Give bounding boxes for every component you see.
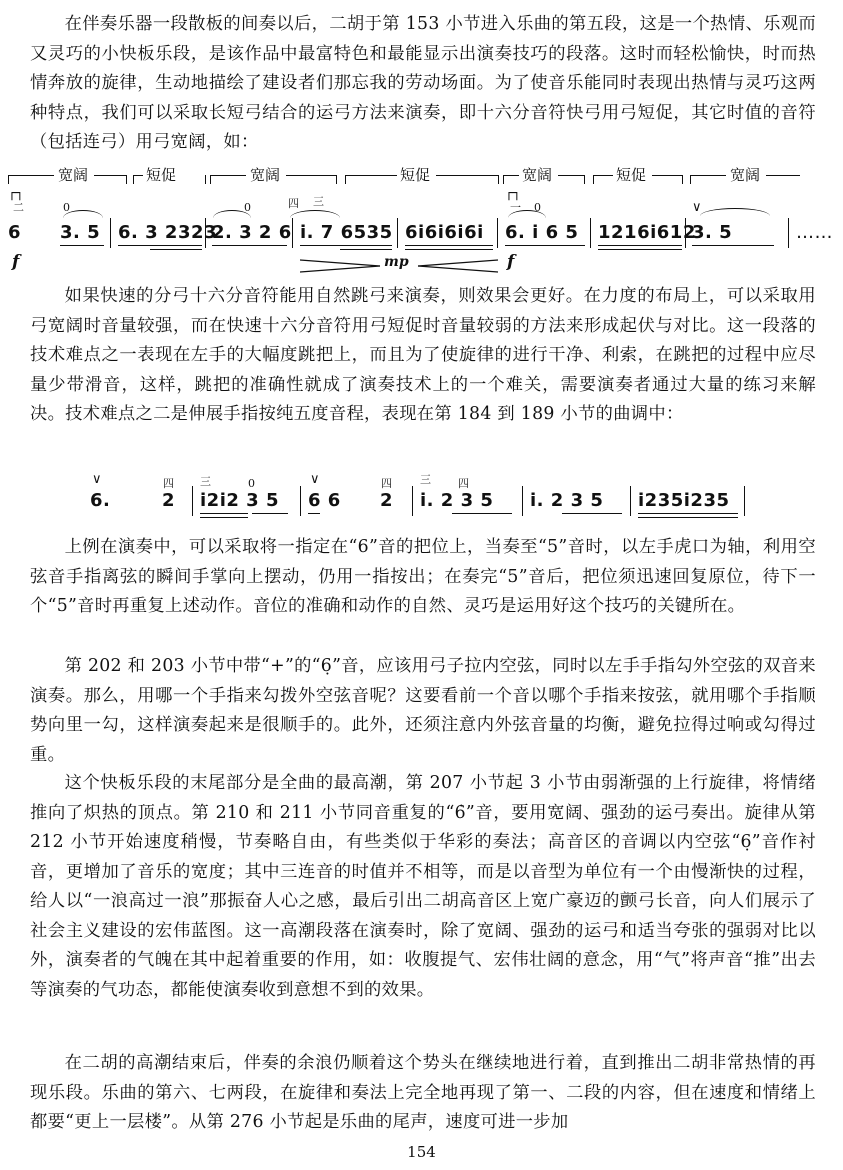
measure: 6. i 6 5	[505, 222, 579, 243]
measure: 1216i612	[598, 222, 696, 243]
paragraph-1: 在伴奏乐器一段散板的间奏以后，二胡于第 153 小节进入乐曲的第五段，这是一个热情、乐观而又灵巧的小快板乐段，是该作品中最富特色和最能显示出演奏技巧的段落。这时而轻松愉快，时而热情奔放的旋律，生动地描绘了建设者们那忘我的劳动场面。为了使音乐能同时表现出热情与灵巧这两种特点，我们可以采取长短弓结合的运弓方法来演奏，即十六分音符快弓用弓短促，其它时值的音符（包括连弓）用弓宽阔，如：	[30, 14, 816, 152]
paragraph-6: 在二胡的高潮结束后，伴奏的余浪仍顺着这个势头在继续地进行着，直到推出二胡非常热情的再现乐段。乐曲的第六、七两段，在旋律和奏法上完全地再现了第一、二段的内容，但在速度和情绪上都要“更上一层楼”。从第 276 小节起是乐曲的尾声，速度可进一步加	[30, 1053, 816, 1132]
fingering-mark: 四	[381, 477, 392, 490]
fingering-mark: 三	[200, 475, 211, 488]
measure: 2	[162, 490, 176, 511]
measure: 3. 5	[60, 222, 101, 243]
bow-label: 宽阔	[58, 166, 89, 184]
fingering-mark: 一	[510, 201, 521, 214]
bow-label: 短促	[400, 166, 431, 184]
dynamic-mark: f	[507, 252, 515, 272]
measure: 6	[8, 222, 22, 243]
measure: ……	[796, 222, 833, 243]
measure: i. 7 6535	[300, 222, 393, 243]
fingering-mark: 四	[288, 197, 299, 210]
bow-label: 宽阔	[250, 166, 281, 184]
paragraph-3: 上例在演奏中，可以采取将一指定在“6”音的把位上，当奏至“5”音时，以左手虎口为轴，利用空弦音手指离弦的瞬间手掌向上摆动，仍用一指按出；在奏完“5”音后，把位须迅速回复原位，待下一个“5”音时再重复上述动作。音位的准确和动作的自然、灵巧是运用好这个技巧的关键所在。	[30, 537, 816, 616]
measure: 6i6i6i6i	[405, 222, 484, 243]
measure: i. 2 3 5	[420, 490, 494, 511]
measure: 6. 3 2323	[118, 222, 218, 243]
dynamic-mark: mp	[384, 254, 409, 270]
page-number: 154	[407, 1143, 436, 1161]
bow-label: 短促	[146, 166, 177, 184]
fingering-mark: ∨	[92, 472, 102, 487]
fingering-mark: 0	[244, 201, 251, 214]
fingering-mark: 四	[458, 477, 469, 490]
fingering-mark: 0	[63, 201, 70, 214]
measure: 6 6	[308, 490, 341, 511]
measure: i. 2 3 5	[530, 490, 604, 511]
fingering-mark: 0	[248, 477, 255, 490]
paragraph-4: 第 202 和 203 小节中带“+”的“6̣”音，应该用弓子拉内空弦，同时以左手手指勾外空弦的双音来演奏。那么，用哪一个手指来勾拨外空弦音呢？这要看前一个音以哪个手指来按弦，就用哪个手指顺势向里一勾，这样演奏起来是很顺手的。此外，还须注意内外弦音量的均衡，避免拉得过响或勾得过重。	[30, 656, 816, 765]
fingering-mark: 三	[313, 195, 324, 208]
bow-label: 宽阔	[522, 166, 553, 184]
fingering-mark: ∨	[310, 472, 320, 487]
bow-label: 短促	[616, 166, 647, 184]
fingering-mark: 三	[420, 473, 431, 486]
notation-example-2	[0, 466, 843, 532]
measure: 2	[380, 490, 394, 511]
dynamic-mark: f	[12, 252, 20, 272]
bowing-lines	[0, 166, 843, 186]
fingering-mark: 0	[534, 201, 541, 214]
measure: i235i235	[638, 490, 730, 511]
measure: 3. 5	[692, 222, 733, 243]
measure: 2. 3 2 6	[212, 222, 292, 243]
measure: i2i2 3 5	[200, 490, 279, 511]
notation-example-1: 宽阔 短促 宽阔 短促 宽阔 短促 宽阔 ┌┐ 二 0 0 四 三 ┌┐ 一 0 ∨ 6 3. 5 6. 3 2323 2. 3 2 6 i. 7 6535 6i6i6i6i 6. i 6 5 1216i612 3. 5 …… f mp f	[0, 166, 843, 282]
bow-label: 宽阔	[730, 166, 761, 184]
fingering-mark: 四	[163, 477, 174, 490]
paragraph-5: 这个快板乐段的末尾部分是全曲的最高潮，第 207 小节起 3 小节由弱渐强的上行旋律，将情绪推向了炽热的顶点。第 210 和 211 小节同音重复的“6̇”音，要用宽阔、强劲的运弓奏出。旋律从第 212 小节开始速度稍慢，节奏略自由，有些类似于华彩的奏法；高音区的音调以内空弦“6̣”音作衬音，更增加了音乐的宽度；其中三连音的时值并不相等，而是以音型为单位有一个由慢渐快的过程，给人以“一浪高过一浪”那振奋人心之感，最后引出二胡高音区上宽广豪迈的颤弓长音，向人们展示了社会主义建设的宏伟蓝图。这一高潮段落在演奏时，除了宽阔、强劲的运弓和适当夸张的强弱对比以外，演奏者的气魄在其中起着重要的作用，如：收腹提气、宏伟壮阔的意念，用“气”将声音“推”出去等演奏的气功态，都能使演奏收到意想不到的效果。	[30, 773, 816, 1000]
paragraph-2: 如果快速的分弓十六分音符能用自然跳弓来演奏，则效果会更好。在力度的布局上，可以采取用弓宽阔时音量较强，而在快速十六分音符用弓短促时音量较弱的方法来形成起伏与对比。这一段落的技术难点之一表现在左手的大幅度跳把上，而且为了使旋律的进行干净、利索，在跳把的过程中应尽量少带滑音，这样，跳把的准确性就成了演奏技术上的一个难关，需要演奏者通过大量的练习来解决。技术难点之二是伸展手指按纯五度音程，表现在第 184 到 189 小节的曲调中：	[30, 286, 816, 424]
fingering-mark: 二	[13, 201, 24, 214]
measure: 6.	[90, 490, 111, 511]
